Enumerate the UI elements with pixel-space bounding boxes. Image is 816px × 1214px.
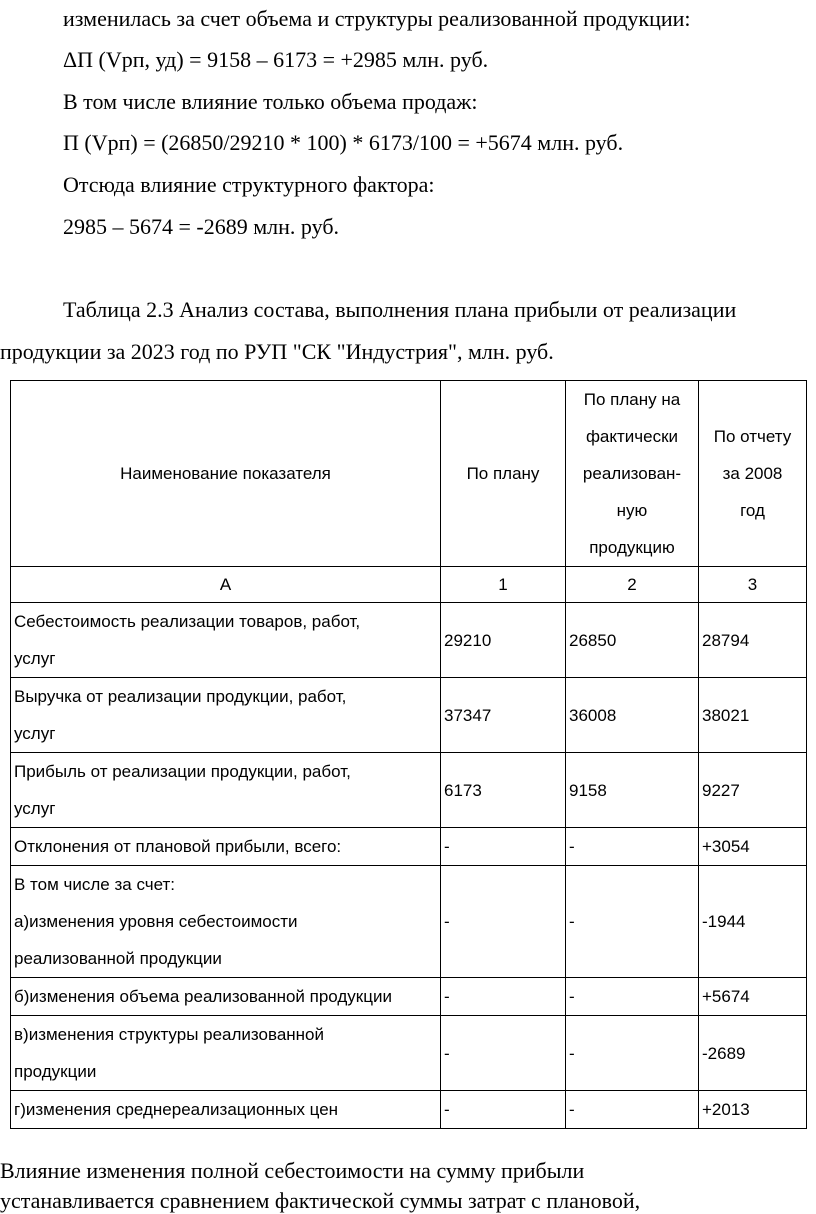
table-row (11, 603, 807, 678)
row-value-v1: - (441, 866, 566, 978)
intro-formula-1: ΔП (Vрп, уд) = 9158 – 6173 = +2985 млн. руб. (63, 47, 489, 72)
table-row (11, 828, 807, 866)
profit-analysis-table (10, 380, 807, 1129)
row-value-v2: - (566, 1091, 699, 1129)
row-name-cell: В том числе за счет: а)изменения уровня себестоимости реализованной продукции (11, 866, 441, 978)
header-plan-actual: По плану на фактически реализован- ную продукцию (566, 381, 699, 567)
row-value-v3: +5674 (699, 978, 807, 1016)
row-value-v1: - (441, 1091, 566, 1129)
row-name-cell: б)изменения объема реализованной продукции (11, 978, 441, 1016)
row-value-v2: 36008 (566, 678, 699, 753)
row-value-v1: 29210 (441, 603, 566, 678)
table-caption-line-1: Таблица 2.3 Анализ состава, выполнения плана прибыли от реализации (63, 297, 737, 322)
row-value-v1: - (441, 1016, 566, 1091)
table-row (11, 1091, 807, 1129)
table-row (11, 978, 807, 1016)
outro-line-1: Влияние изменения полной себестоимости на сумму прибыли (0, 1158, 585, 1183)
table-row (11, 678, 807, 753)
row-value-v2: - (566, 978, 699, 1016)
intro-line-3: В том числе влияние только объема продаж: (63, 89, 478, 114)
row-name-cell: Отклонения от плановой прибыли, всего: (11, 828, 441, 866)
index-cell: 1 (441, 567, 566, 603)
header-plan: По плану (441, 381, 566, 567)
table-caption-line-2: продукции за 2023 год по РУП "СК "Индустрия", млн. руб. (0, 339, 554, 364)
row-value-v2: - (566, 1016, 699, 1091)
row-name-cell: Прибыль от реализации продукции, работ, услуг (11, 753, 441, 828)
row-name-cell: Себестоимость реализации товаров, работ, услуг (11, 603, 441, 678)
intro-line-1: изменилась за счет объема и структуры реализованной продукции: (63, 6, 691, 31)
row-value-v3: +3054 (699, 828, 807, 866)
header-name: Наименование показателя (11, 381, 441, 567)
row-value-v3: 28794 (699, 603, 807, 678)
table-index-row (11, 567, 807, 603)
table-row (11, 753, 807, 828)
row-value-v3: 38021 (699, 678, 807, 753)
row-name-cell: Выручка от реализации продукции, работ, услуг (11, 678, 441, 753)
row-value-v1: 6173 (441, 753, 566, 828)
row-value-v2: 9158 (566, 753, 699, 828)
row-value-v2: 26850 (566, 603, 699, 678)
index-cell: 3 (699, 567, 807, 603)
row-value-v3: 9227 (699, 753, 807, 828)
row-value-v2: - (566, 828, 699, 866)
table-row (11, 866, 807, 978)
intro-formula-3: 2985 – 5674 = -2689 млн. руб. (63, 214, 340, 239)
row-value-v2: - (566, 866, 699, 978)
row-value-v1: - (441, 978, 566, 1016)
outro-line-2: устанавливается сравнением фактической суммы затрат с плановой, (0, 1188, 641, 1213)
index-cell: 2 (566, 567, 699, 603)
intro-line-5: Отсюда влияние структурного фактора: (63, 172, 435, 197)
row-name-cell: в)изменения структуры реализованной продукции (11, 1016, 441, 1091)
row-value-v3: +2013 (699, 1091, 807, 1129)
row-value-v1: 37347 (441, 678, 566, 753)
header-report: По отчету за 2008 год (699, 381, 807, 567)
table-row (11, 1016, 807, 1091)
row-value-v3: -2689 (699, 1016, 807, 1091)
intro-formula-2: П (Vрп) = (26850/29210 * 100) * 6173/100 = +5674 млн. руб. (63, 130, 624, 155)
row-value-v3: -1944 (699, 866, 807, 978)
row-value-v1: - (441, 828, 566, 866)
index-cell: А (11, 567, 441, 603)
row-name-cell: г)изменения среднереализационных цен (11, 1091, 441, 1129)
table-header-row (11, 381, 807, 567)
